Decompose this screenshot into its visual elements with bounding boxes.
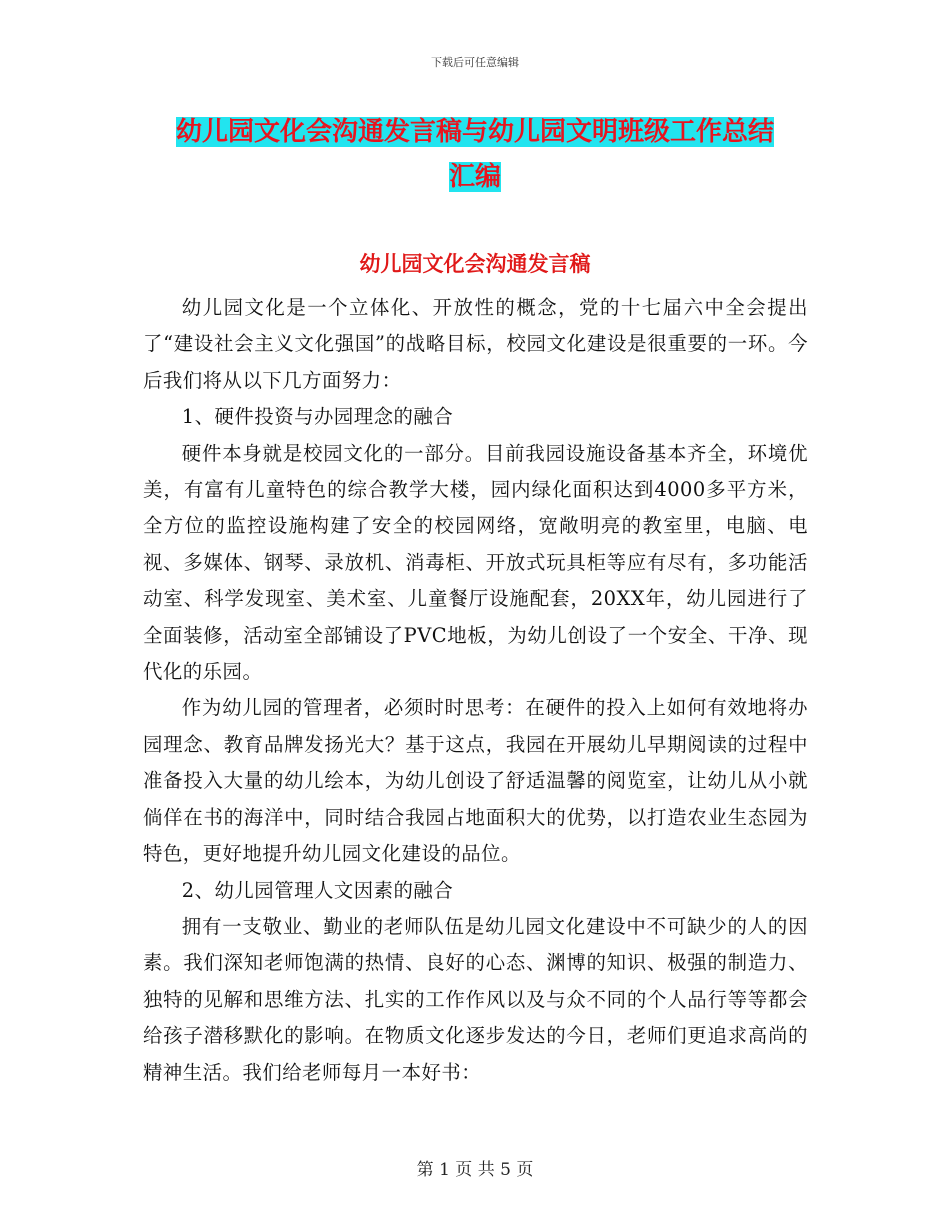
document-title-line1: 幼儿园文化会沟通发言稿与幼儿园文明班级工作总结: [175, 117, 774, 147]
paragraph-teachers: 拥有一支敬业、勤业的老师队伍是幼儿园文化建设中不可缺少的人的因素。我们深知老师饱满的热情、良好的心态、渊博的知识、极强的制造力、独特的见解和思维方法、扎实的工作作风以及与众不同的个人品行等等都会给孩子潜移默化的影响。在物质文化逐步发达的今日，老师们更追求高尚的精神生活。我们给老师每月一本好书：: [143, 914, 808, 1084]
page-footer: 第 1 页 共 5 页: [416, 1160, 534, 1180]
subheading-2: 2、幼儿园管理人文因素的融合: [181, 878, 454, 902]
paragraph-hardware: 硬件本身就是校园文化的一部分。目前我园设施设备基本齐全，环境优美，有富有儿童特色的综合教学大楼，园内绿化面积达到4000多平方米，全方位的监控设施构建了安全的校园网络，宽敞明亮的教室里，电脑、电视、多媒体、钢琴、录放机、消毒柜、开放式玩具柜等应有尽有，多功能活动室、科学发现室、美术室、儿童餐厅设施配套，20XX年，幼儿园进行了全面装修，活动室全部铺设了PVC地板，为幼儿创设了一个安全、干净、现代化的乐园。: [143, 441, 808, 684]
subheading-1: 1、硬件投资与办园理念的融合: [181, 405, 454, 429]
body-text: [143, 290, 808, 1091]
header-note: 下载后可任意编辑: [431, 56, 519, 69]
document-title-line2: 汇编: [448, 162, 501, 192]
paragraph-manager: 作为幼儿园的管理者，必须时时思考：在硬件的投入上如何有效地将办园理念、教育品牌发扬光大？基于这点，我园在开展幼儿早期阅读的过程中准备投入大量的幼儿绘本，为幼儿创设了舒适温馨的阅览室，让幼儿从小就倘佯在书的海洋中，同时结合我园占地面积大的优势，以打造农业生态园为特色，更好地提升幼儿园文化建设的品位。: [143, 696, 808, 866]
document-title: [150, 110, 800, 200]
section-title: 幼儿园文化会沟通发言稿: [359, 252, 591, 276]
paragraph-intro: 幼儿园文化是一个立体化、开放性的概念，党的十七届六中全会提出了“建设社会主义文化强国”的战略目标，校园文化建设是很重要的一环。今后我们将从以下几方面努力：: [143, 296, 808, 392]
